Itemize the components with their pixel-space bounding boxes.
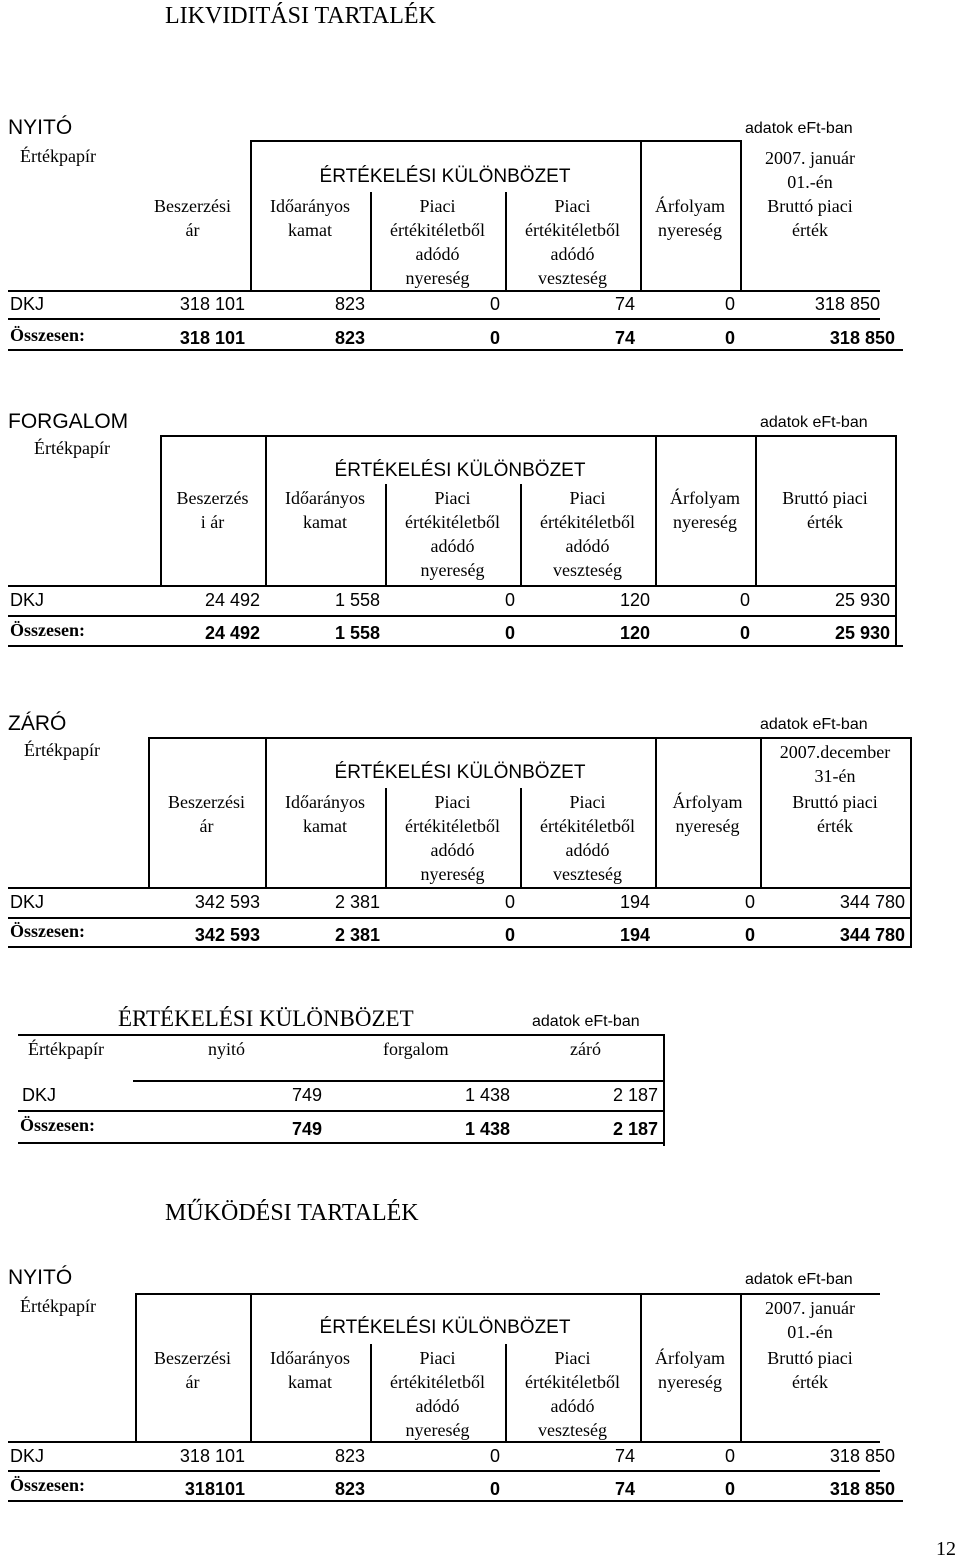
cell-gain: 0 (489, 1446, 500, 1466)
unit-note: adatok eFt-ban (760, 414, 868, 431)
header-line: Beszerzési (168, 792, 245, 812)
cell-purchase: 318 101 (179, 294, 245, 314)
cell-loss: 74 (614, 294, 635, 314)
col-loss-header (505, 1346, 640, 1442)
date-header (740, 146, 880, 194)
col-interest-header (265, 486, 385, 534)
header-line: nyereség (405, 1420, 470, 1440)
date-header (760, 740, 910, 788)
header-line: értékitéletből (405, 816, 500, 836)
section-label: NYITÓ (8, 116, 73, 139)
unit-note: adatok eFt-ban (532, 1013, 640, 1030)
header-line: értékitéletből (540, 512, 635, 532)
row-label: DKJ (10, 294, 45, 314)
header-line: érték (792, 1372, 828, 1392)
cell-opening: 749 (291, 1085, 322, 1105)
header-line: adódó (430, 536, 475, 556)
total-fx: 0 (724, 1479, 735, 1499)
cell-gain: 0 (504, 590, 515, 610)
col-purchase-header (135, 194, 250, 242)
cell-purchase: 342 593 (194, 892, 260, 912)
col-security-header: Értékpapír (24, 740, 100, 760)
total-purchase: 318101 (184, 1479, 245, 1499)
col-gross-header (760, 790, 910, 838)
col-gain-header (370, 1346, 505, 1442)
group-header: ÉRTÉKELÉSI KÜLÖNBÖZET (319, 166, 571, 187)
col-fx-header (640, 1346, 740, 1394)
col-gross-header (755, 486, 895, 534)
header-line: nyereség (420, 560, 485, 580)
col-fx-header (640, 194, 740, 242)
page-number: 12 (936, 1538, 956, 1560)
header-line: Bruttó piaci (767, 1348, 853, 1368)
cell-fx: 0 (724, 1446, 735, 1466)
cell-loss: 194 (619, 892, 650, 912)
date-line: 2007. január (765, 1298, 855, 1318)
total-closing: 2 187 (612, 1119, 658, 1139)
page-title: LIKVIDITÁSI TARTALÉK (165, 3, 436, 29)
header-line: ár (185, 220, 200, 240)
total-fx: 0 (739, 623, 750, 643)
total-gain: 0 (504, 925, 515, 945)
header-line: ár (199, 816, 214, 836)
header-line: Bruttó piaci (782, 488, 868, 508)
total-opening: 749 (291, 1119, 322, 1139)
total-gain: 0 (504, 623, 515, 643)
header-line: Árfolyam (670, 488, 740, 508)
total-gross: 25 930 (834, 623, 890, 643)
date-line: 2007. január (765, 148, 855, 168)
cell-purchase: 318 101 (179, 1446, 245, 1466)
date-line: 01.-én (787, 172, 833, 192)
col-interest-header (250, 1346, 370, 1394)
total-gross: 318 850 (829, 328, 895, 348)
header-line: érték (817, 816, 853, 836)
summary-header-opening: nyitó (208, 1039, 246, 1059)
header-line: Időarányos (270, 196, 350, 216)
header-line: értékitéletből (390, 220, 485, 240)
col-gross-header (740, 194, 880, 242)
col-purchase-header (160, 486, 265, 534)
col-security-header: Értékpapír (20, 146, 96, 166)
header-line: Beszerzés (176, 488, 249, 508)
section-label: ZÁRÓ (8, 712, 67, 735)
cell-fx: 0 (739, 590, 750, 610)
total-gross: 344 780 (839, 925, 905, 945)
header-line: kamat (288, 220, 332, 240)
header-line: Piaci (554, 196, 591, 216)
cell-gain: 0 (489, 294, 500, 314)
header-line: értékitéletből (540, 816, 635, 836)
total-loss: 74 (614, 1479, 635, 1499)
header-line: adódó (565, 840, 610, 860)
header-line: Piaci (434, 792, 471, 812)
col-fx-header (655, 486, 755, 534)
col-loss-header (520, 790, 655, 886)
unit-note: adatok eFt-ban (760, 716, 868, 733)
header-line: veszteség (538, 268, 607, 288)
header-line: nyereség (405, 268, 470, 288)
total-loss: 120 (619, 623, 650, 643)
header-line: Árfolyam (655, 1348, 725, 1368)
group-header: ÉRTÉKELÉSI KÜLÖNBÖZET (319, 1317, 571, 1338)
total-gross: 318 850 (829, 1479, 895, 1499)
header-line: érték (792, 220, 828, 240)
col-security-header: Értékpapír (34, 438, 110, 458)
header-line: kamat (303, 816, 347, 836)
cell-closing: 2 187 (612, 1085, 658, 1105)
header-line: Piaci (569, 792, 606, 812)
header-line: Időarányos (285, 488, 365, 508)
cell-interest: 823 (334, 1446, 365, 1466)
total-interest: 823 (334, 328, 365, 348)
total-label: Összesen: (10, 921, 85, 941)
summary-header-turnover: forgalom (383, 1039, 449, 1059)
cell-interest: 2 381 (334, 892, 380, 912)
col-purchase-header (148, 790, 265, 838)
header-line: veszteség (553, 864, 622, 884)
total-loss: 194 (619, 925, 650, 945)
row-label: DKJ (10, 590, 45, 610)
header-line: értékitéletből (390, 1372, 485, 1392)
header-line: nyereség (673, 512, 737, 532)
header-line: Időarányos (270, 1348, 350, 1368)
unit-note: adatok eFt-ban (745, 120, 853, 137)
header-line: nyereség (420, 864, 485, 884)
header-line: értékitéletből (525, 1372, 620, 1392)
total-label: Összesen: (10, 620, 85, 640)
total-purchase: 342 593 (194, 925, 260, 945)
unit-note: adatok eFt-ban (745, 1271, 853, 1288)
cell-gross: 318 850 (829, 1446, 895, 1466)
header-line: adódó (415, 244, 460, 264)
col-loss-header (520, 486, 655, 582)
date-line: 31-én (814, 766, 856, 786)
col-fx-header (655, 790, 760, 838)
header-line: adódó (415, 1396, 460, 1416)
total-label: Összesen: (10, 1475, 85, 1495)
page-title-2: MŰKÖDÉSI TARTALÉK (165, 1200, 419, 1226)
summary-header-security: Értékpapír (28, 1039, 104, 1059)
col-loss-header (505, 194, 640, 290)
total-purchase: 318 101 (179, 328, 245, 348)
date-line: 01.-én (787, 1322, 833, 1342)
header-line: Piaci (434, 488, 471, 508)
col-gain-header (370, 194, 505, 290)
header-line: érték (807, 512, 843, 532)
total-interest: 823 (334, 1479, 365, 1499)
total-label: Összesen: (10, 325, 85, 345)
header-line: kamat (303, 512, 347, 532)
cell-turnover: 1 438 (464, 1085, 510, 1105)
header-line: nyereség (658, 1372, 722, 1392)
header-line: Piaci (419, 196, 456, 216)
cell-gross: 25 930 (834, 590, 890, 610)
header-line: adódó (550, 1396, 595, 1416)
row-label: DKJ (10, 1446, 45, 1466)
header-line: Bruttó piaci (767, 196, 853, 216)
total-turnover: 1 438 (464, 1119, 510, 1139)
header-line: Árfolyam (655, 196, 725, 216)
header-line: értékitéletből (405, 512, 500, 532)
header-line: értékitéletből (525, 220, 620, 240)
cell-gross: 344 780 (839, 892, 905, 912)
summary-header-closing: záró (570, 1039, 601, 1059)
cell-gain: 0 (504, 892, 515, 912)
total-purchase: 24 492 (204, 623, 260, 643)
header-line: adódó (550, 244, 595, 264)
header-line: Beszerzési (154, 1348, 231, 1368)
cell-interest: 1 558 (334, 590, 380, 610)
cell-gross: 318 850 (814, 294, 880, 314)
header-line: Bruttó piaci (792, 792, 878, 812)
section-label: FORGALOM (8, 410, 129, 433)
header-line: Időarányos (285, 792, 365, 812)
header-line: Piaci (569, 488, 606, 508)
header-line: ár (185, 1372, 200, 1392)
col-gain-header (385, 486, 520, 582)
cell-interest: 823 (334, 294, 365, 314)
header-line: Piaci (419, 1348, 456, 1368)
header-line: Piaci (554, 1348, 591, 1368)
header-line: adódó (430, 840, 475, 860)
total-interest: 1 558 (334, 623, 380, 643)
summary-title: ÉRTÉKELÉSI KÜLÖNBÖZET (118, 1006, 414, 1031)
total-gain: 0 (489, 328, 500, 348)
total-gain: 0 (489, 1479, 500, 1499)
header-line: adódó (565, 536, 610, 556)
row-label: DKJ (10, 892, 45, 912)
col-interest-header (250, 194, 370, 242)
group-header: ÉRTÉKELÉSI KÜLÖNBÖZET (334, 762, 586, 783)
cell-purchase: 24 492 (204, 590, 260, 610)
cell-fx: 0 (744, 892, 755, 912)
cell-loss: 74 (614, 1446, 635, 1466)
total-fx: 0 (744, 925, 755, 945)
total-fx: 0 (724, 328, 735, 348)
col-gain-header (385, 790, 520, 886)
col-security-header: Értékpapír (20, 1296, 96, 1316)
header-line: veszteség (553, 560, 622, 580)
header-line: Beszerzési (154, 196, 231, 216)
header-line: i ár (200, 512, 225, 532)
row-label: DKJ (22, 1085, 57, 1105)
header-line: veszteség (538, 1420, 607, 1440)
total-loss: 74 (614, 328, 635, 348)
header-line: nyereség (675, 816, 740, 836)
total-label: Összesen: (20, 1115, 95, 1135)
col-gross-header (740, 1346, 880, 1394)
section-label: NYITÓ (8, 1266, 73, 1289)
header-line: nyereség (658, 220, 722, 240)
header-line: Árfolyam (672, 792, 743, 812)
cell-fx: 0 (724, 294, 735, 314)
total-interest: 2 381 (334, 925, 380, 945)
date-line: 2007.december (779, 742, 891, 762)
header-line: kamat (288, 1372, 332, 1392)
date-header (740, 1296, 880, 1344)
col-interest-header (265, 790, 385, 838)
cell-loss: 120 (619, 590, 650, 610)
col-purchase-header (135, 1346, 250, 1394)
group-header: ÉRTÉKELÉSI KÜLÖNBÖZET (334, 460, 586, 481)
